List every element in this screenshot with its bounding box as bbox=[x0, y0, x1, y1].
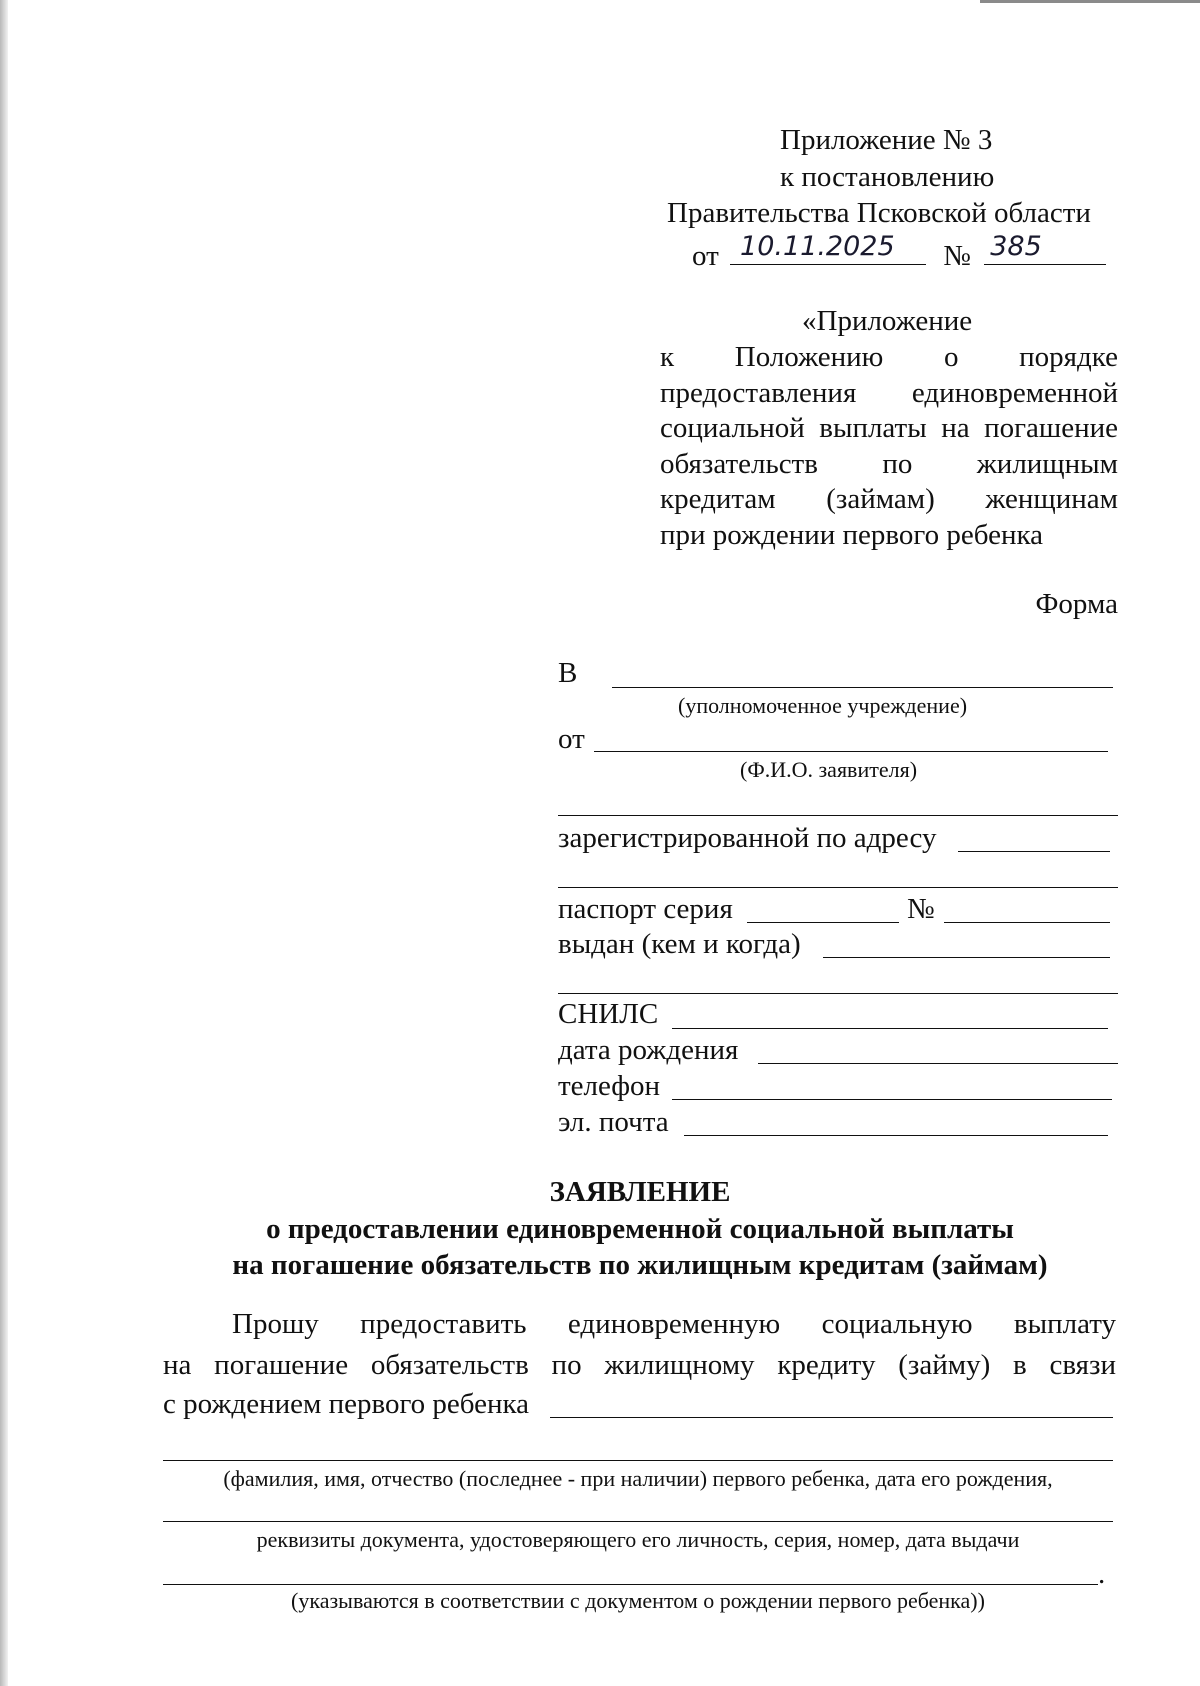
child-info-line-2[interactable] bbox=[163, 1460, 1113, 1461]
number-field bbox=[984, 231, 1106, 265]
issued-by-line[interactable] bbox=[823, 957, 1110, 958]
child-info-note-2: реквизиты документа, удостоверяющего его личность, серия, номер, дата выдачи bbox=[256, 1527, 1020, 1552]
appendix-text bbox=[660, 340, 1118, 553]
child-info-line-1[interactable] bbox=[550, 1417, 1113, 1418]
header-resolution: к постановлению bbox=[780, 161, 995, 193]
snils-line[interactable] bbox=[672, 1028, 1108, 1029]
number-sign: № bbox=[943, 240, 971, 272]
issued-by-label: выдан (кем и когда) bbox=[558, 928, 801, 960]
birth-date-line[interactable] bbox=[758, 1063, 1118, 1064]
child-info-line-3[interactable] bbox=[163, 1521, 1113, 1522]
applicant-name-line[interactable] bbox=[558, 815, 1118, 816]
registered-label: зарегистрированной по адресу bbox=[558, 822, 937, 854]
to-field-line[interactable] bbox=[612, 687, 1113, 688]
passport-series-line[interactable] bbox=[747, 922, 899, 923]
passport-series-label: паспорт серия bbox=[558, 893, 733, 925]
appendix-title: «Приложение bbox=[802, 305, 973, 337]
email-line[interactable] bbox=[684, 1135, 1108, 1136]
header-date-line bbox=[692, 231, 1106, 272]
statement-title: ЗАЯВЛЕНИЕ bbox=[549, 1176, 731, 1208]
child-info-note-3: (указываются в соответствии с документом о рождении первого ребенка)) bbox=[291, 1588, 985, 1613]
paragraph-line-1: Прошу предоставить единовременную социальную выплату bbox=[232, 1308, 1116, 1340]
passport-number-label: № bbox=[907, 893, 935, 925]
from-prefix: от bbox=[558, 723, 585, 755]
to-caption: (уполномоченное учреждение) bbox=[678, 693, 968, 718]
phone-label: телефон bbox=[558, 1070, 661, 1102]
scan-left-edge bbox=[0, 0, 8, 1686]
appendix-line: кредитам (займам) женщинам bbox=[660, 483, 1118, 515]
passport-number-line[interactable] bbox=[944, 922, 1110, 923]
header-appendix-number: Приложение № 3 bbox=[780, 124, 993, 156]
address-line[interactable] bbox=[558, 887, 1118, 888]
number-handwritten: 385 bbox=[990, 231, 1042, 262]
from-field-line[interactable] bbox=[594, 751, 1108, 752]
issued-by-extra-line[interactable] bbox=[558, 993, 1118, 994]
paragraph-line-3: с рождением первого ребенка bbox=[163, 1388, 530, 1420]
appendix-line: при рождении первого ребенка bbox=[660, 518, 1044, 551]
snils-label: СНИЛС bbox=[558, 998, 659, 1030]
date-prefix: от bbox=[692, 240, 719, 272]
appendix-line: предоставления единовременной bbox=[660, 376, 1118, 409]
final-period: . bbox=[1098, 1558, 1106, 1590]
to-prefix: В bbox=[558, 657, 578, 689]
phone-line[interactable] bbox=[672, 1099, 1112, 1100]
statement-subtitle-2: на погашение обязательств по жилищным кредитам (займам) bbox=[232, 1249, 1048, 1281]
appendix-line: социальной выплаты на погашение bbox=[660, 412, 1118, 444]
date-handwritten: 10.11.2025 bbox=[740, 231, 895, 262]
appendix-line: к Положению о порядке bbox=[660, 341, 1118, 373]
from-caption: (Ф.И.О. заявителя) bbox=[740, 757, 918, 782]
child-info-note-1: (фамилия, имя, отчество (последнее - при наличии) первого ребенка, дата его рождения, bbox=[223, 1466, 1053, 1491]
date-field bbox=[730, 231, 926, 265]
statement-paragraph bbox=[163, 1304, 1116, 1386]
child-info-line-4[interactable] bbox=[163, 1584, 1098, 1585]
statement-subtitle-1: о предоставлении единовременной социальной выплаты bbox=[266, 1213, 1014, 1245]
registered-field-line[interactable] bbox=[958, 851, 1110, 852]
email-label: эл. почта bbox=[558, 1106, 669, 1138]
birth-date-label: дата рождения bbox=[558, 1034, 739, 1066]
paragraph-line-2: на погашение обязательств по жилищному кредиту (займу) в связи bbox=[163, 1349, 1116, 1381]
form-label: Форма bbox=[1035, 588, 1118, 620]
scan-top-edge bbox=[980, 0, 1200, 3]
appendix-line: обязательств по жилищным bbox=[660, 447, 1118, 480]
header-government: Правительства Псковской области bbox=[667, 197, 1091, 229]
